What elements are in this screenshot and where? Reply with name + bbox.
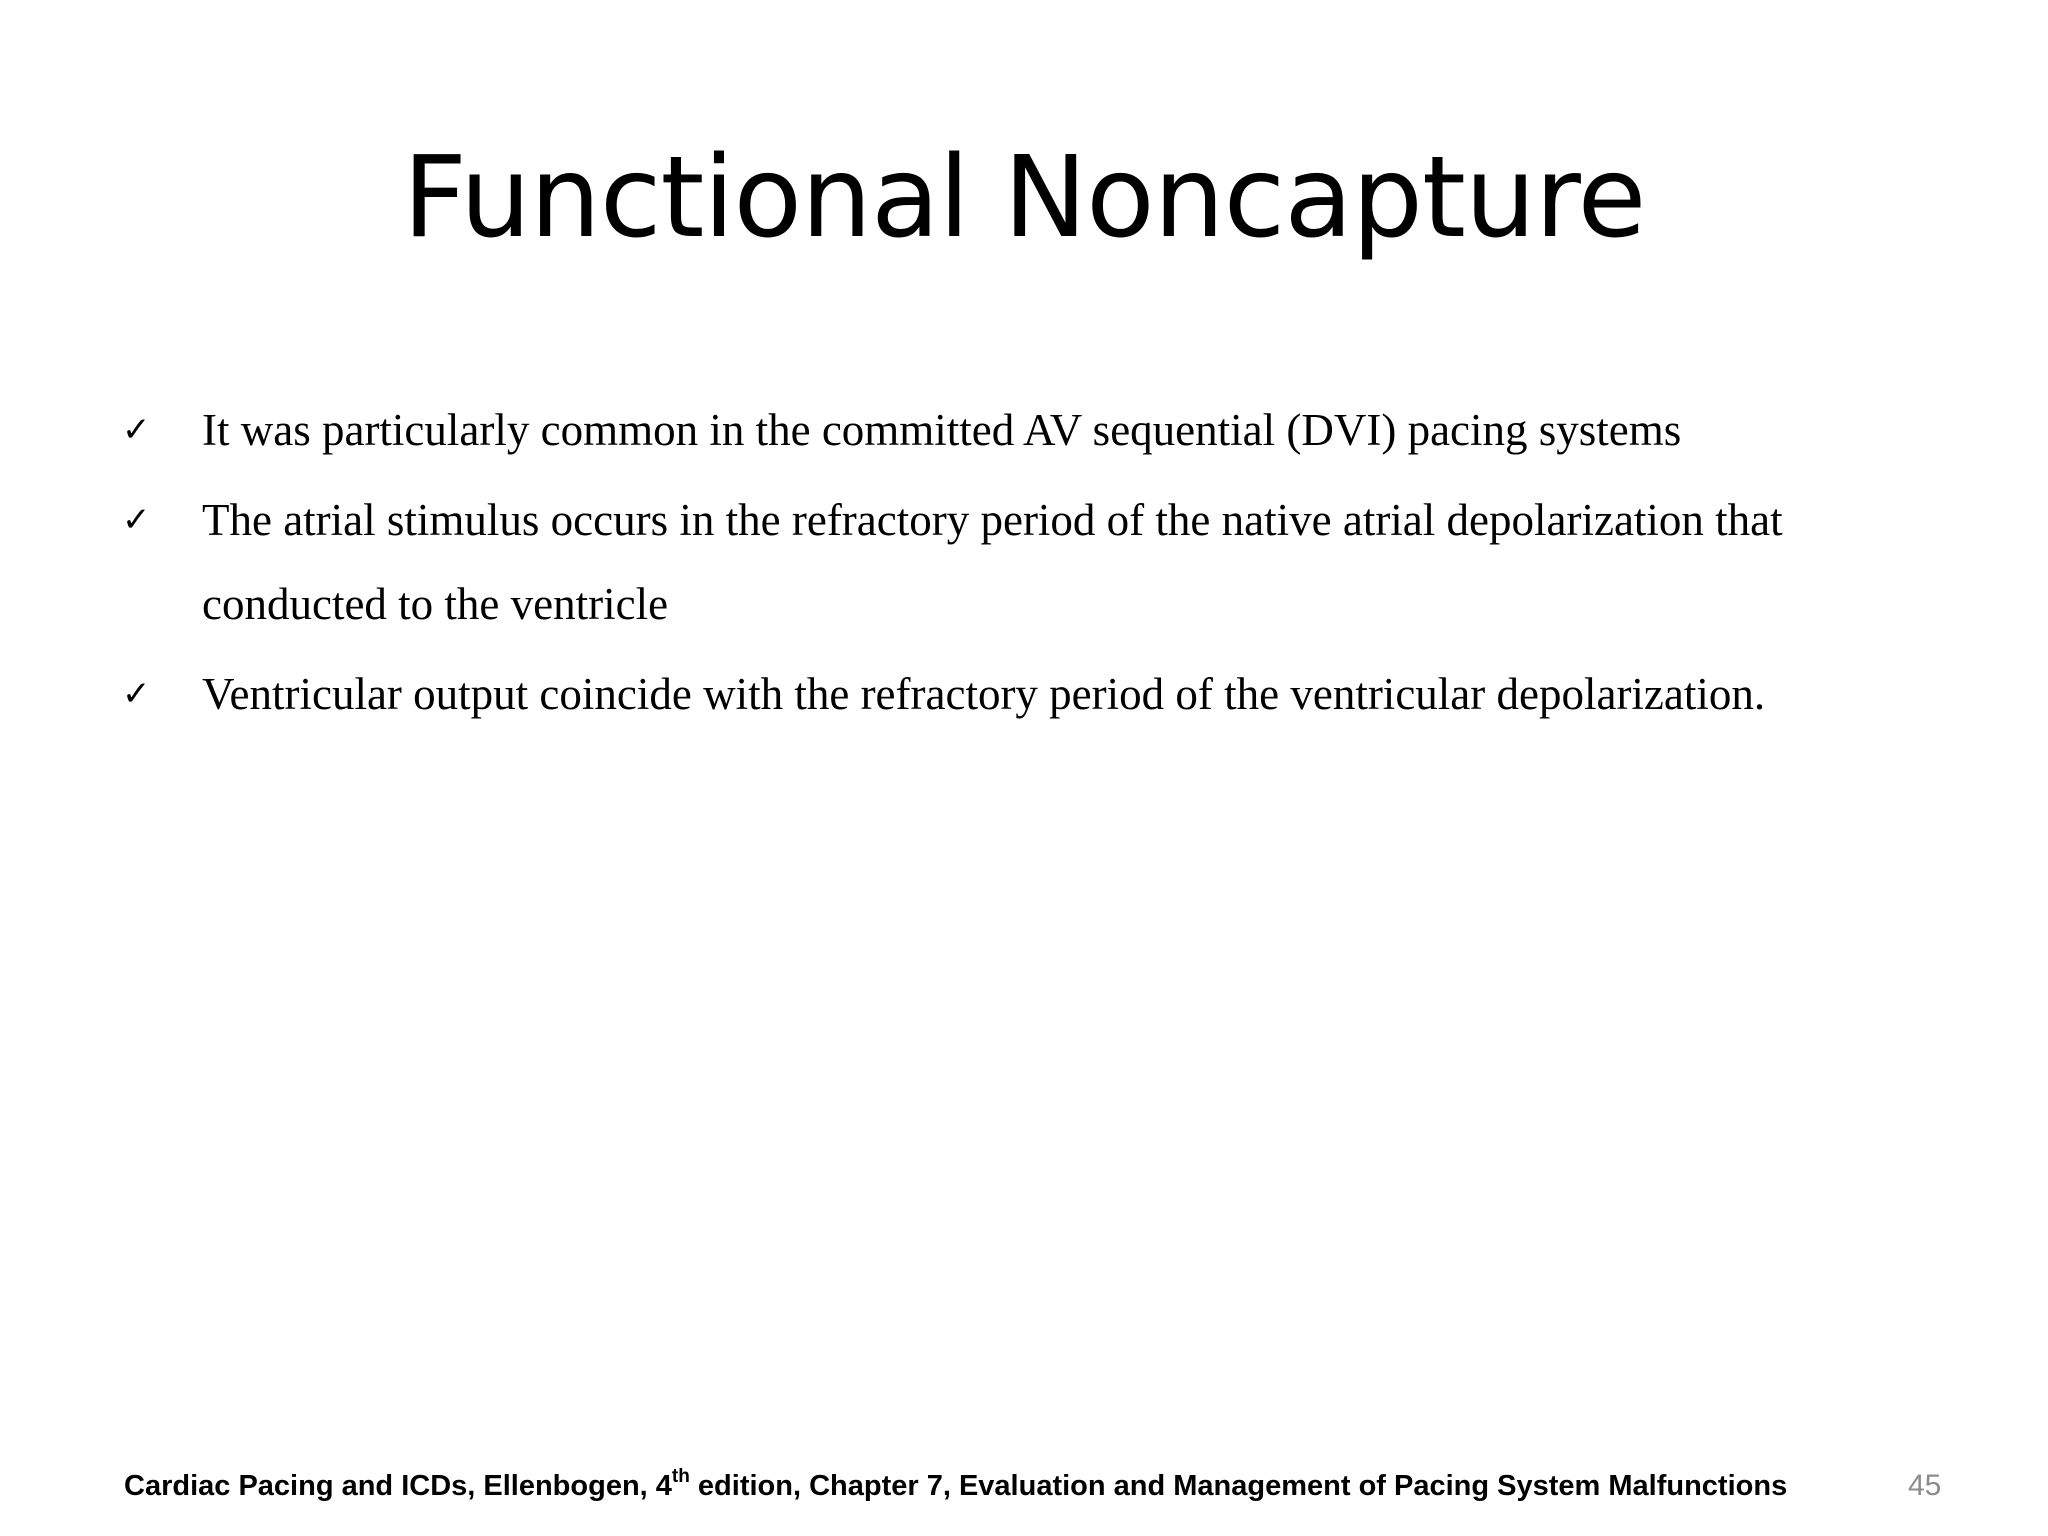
citation-text-start: Cardiac Pacing and ICDs, Ellenbogen, 4	[124, 1470, 672, 1502]
bullet-text: It was particularly common in the committed AV sequential (DVI) pacing systems	[202, 405, 1682, 455]
bullet-list	[122, 388, 1922, 742]
footer-citation	[124, 1468, 1787, 1504]
checkmark-icon: ✓	[122, 500, 151, 540]
checkmark-icon: ✓	[122, 674, 151, 714]
bullet-text: Ventricular output coincide with the refractory period of the ventricular depolarization.	[202, 669, 1766, 719]
citation-superscript: th	[671, 1466, 690, 1488]
slide-title: Functional Noncapture	[402, 133, 1646, 263]
bullet-item	[122, 388, 1922, 472]
bullet-item	[122, 652, 1922, 736]
checkmark-icon: ✓	[122, 410, 151, 450]
bullet-text: The atrial stimulus occurs in the refractory period of the native atrial depolarization that conducted to the ventricle	[202, 495, 1783, 629]
page-number: 45	[1908, 1469, 1942, 1502]
citation-text-end: edition, Chapter 7, Evaluation and Management of Pacing System Malfunctions	[689, 1470, 1788, 1502]
bullet-item	[122, 478, 1922, 646]
